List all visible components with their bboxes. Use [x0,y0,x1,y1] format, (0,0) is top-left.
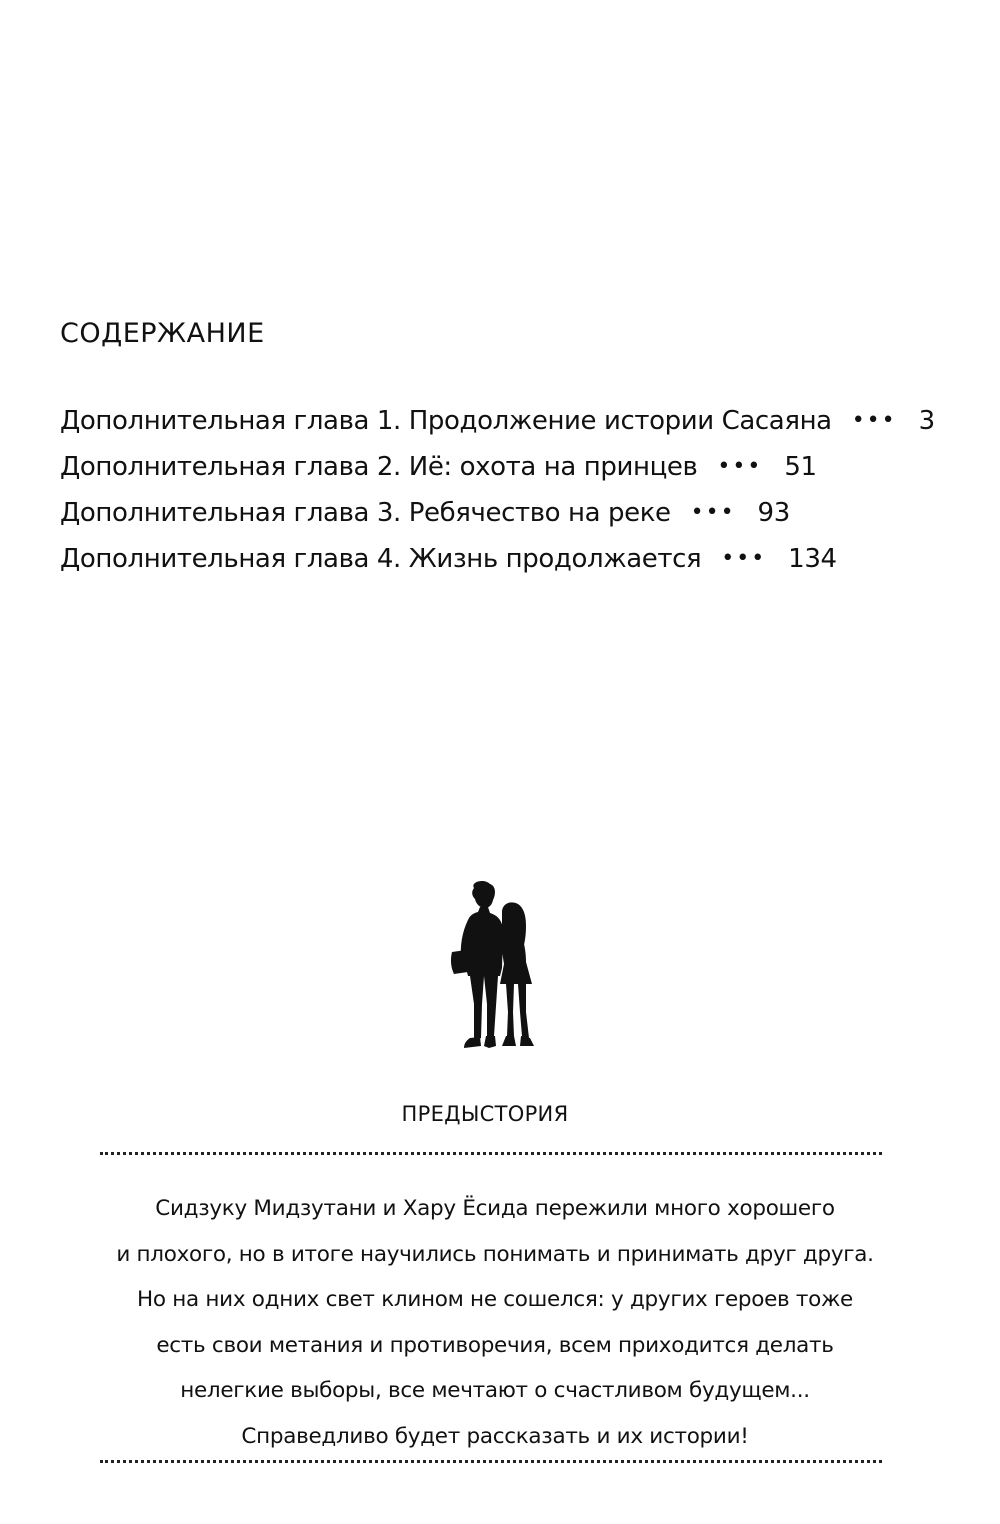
toc-entry-page: 3 [918,406,935,436]
toc-entry-separator: ••• [690,500,736,525]
toc-entry-4 [60,536,980,582]
toc-entry-title: Дополнительная глава 1. Продолжение истории Сасаяна [60,406,832,436]
preface-line: нелегкие выборы, все мечтают о счастливом будущем... [180,1378,810,1403]
preface-line: есть свои метания и противоречия, всем приходится делать [156,1332,834,1358]
toc-entry-separator: ••• [721,546,767,571]
toc-entry-page: 51 [784,452,817,482]
couple-silhouette-icon [440,880,550,1060]
preface-line: и плохого, но в итоге научились понимать и принимать друг друга. [116,1241,874,1267]
toc-entry-title: Дополнительная глава 2. Иё: охота на принцев [60,452,698,482]
dotted-divider-bottom [100,1460,882,1463]
preface-line: Справедливо будет рассказать и их истории! [241,1423,749,1449]
toc-entry-title: Дополнительная глава 4. Жизнь продолжается [60,544,702,574]
toc-entry-page: 134 [788,544,837,574]
table-of-contents-heading: СОДЕРЖАНИЕ [60,318,265,349]
toc-entry-title: Дополнительная глава 3. Ребячество на реке [60,498,671,528]
toc-entry-2 [60,444,980,490]
toc-entry-page: 93 [757,498,790,528]
preface-line: Сидзуку Мидзутани и Хару Ёсида пережили много хорошего [155,1196,835,1221]
dotted-divider-top [100,1152,882,1155]
toc-entry-3 [60,490,980,536]
toc-entry-separator: ••• [851,408,897,433]
toc-entry-separator: ••• [717,454,763,479]
preface-heading: ПРЕДЫСТОРИЯ [401,1102,569,1126]
preface-text [40,1186,950,1459]
table-of-contents-list [60,398,980,582]
preface-line: Но на них одних свет клином не сошелся: у других героев тоже [137,1287,853,1312]
toc-entry-1 [60,398,980,444]
